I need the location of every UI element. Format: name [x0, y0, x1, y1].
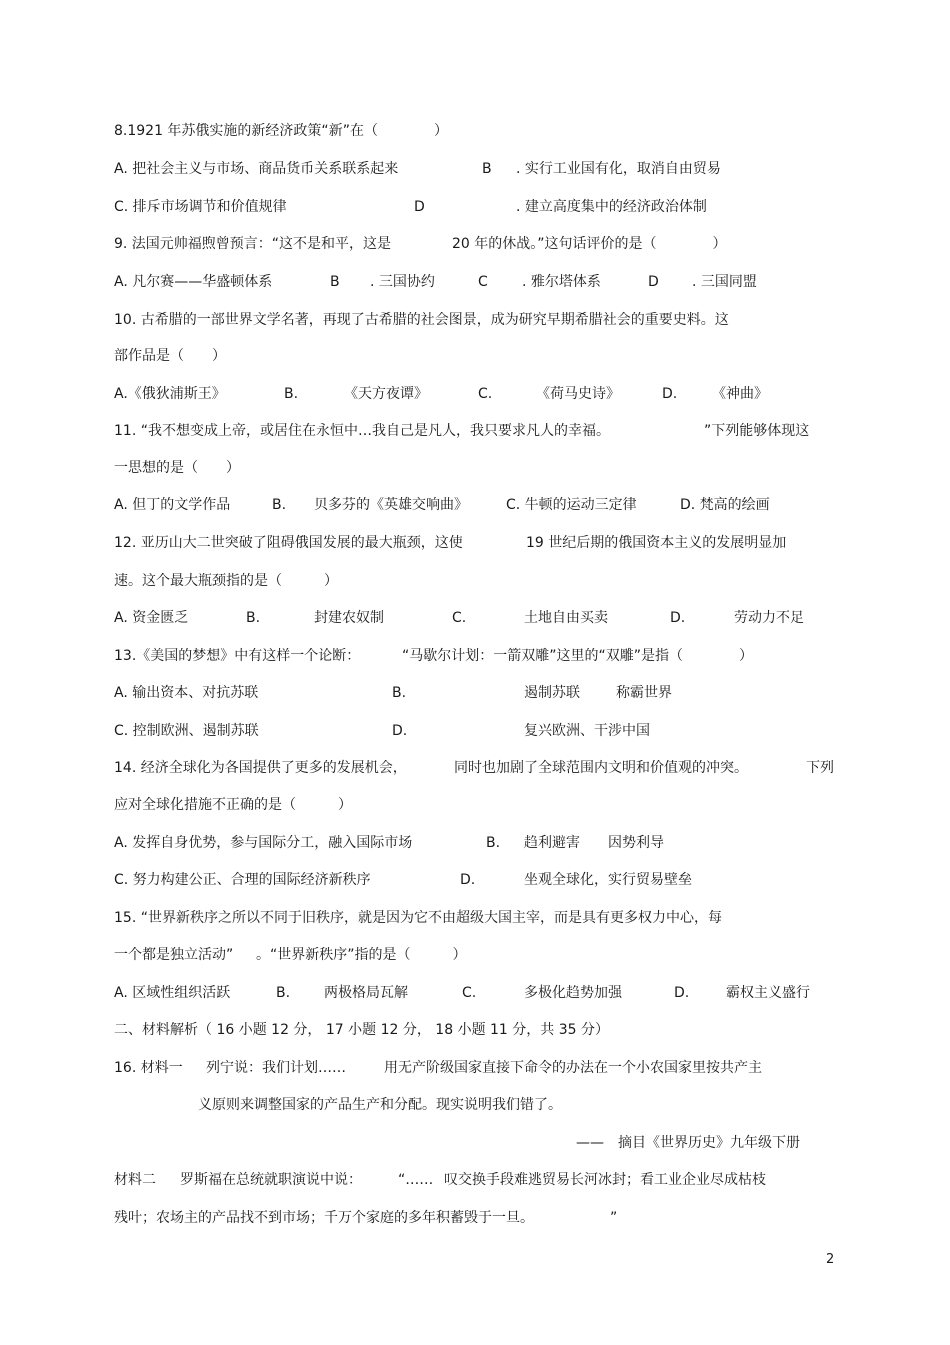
text-segment: . 实行工业国有化，取消自由贸易 — [516, 161, 721, 177]
text-segment: 14. 经济全球化为各国提供了更多的发展机会， — [114, 760, 407, 776]
text-line-q8-ab — [0, 158, 950, 180]
text-segment: “马歇尔计划：一箭双雕”这里的“双雕”是指（ ） — [402, 648, 754, 664]
text-segment: . 三国协约 — [370, 274, 435, 290]
text-line-q9-opts — [0, 271, 950, 293]
text-segment: D. — [460, 872, 476, 888]
text-segment: 坐观全球化，实行贸易壁垒 — [524, 872, 692, 888]
text-segment: 称霸世界 — [616, 685, 672, 701]
text-segment: . 雅尔塔体系 — [522, 274, 601, 290]
text-segment: B. — [284, 386, 299, 402]
text-segment: 材料二 — [114, 1172, 156, 1188]
text-segment: 10. 古希腊的一部世界文学名著，再现了古希腊的社会图景，成为研究早期希腊社会的重要史料。这 — [114, 312, 729, 328]
text-segment: D. 梵高的绘画 — [680, 497, 770, 513]
text-line-q12 — [0, 532, 950, 554]
text-segment: 速。这个最大瓶颈指的是（ ） — [114, 573, 338, 589]
text-line-q14-ab — [0, 832, 950, 854]
text-segment: B — [482, 161, 492, 177]
text-segment: A. 但丁的文学作品 — [114, 497, 231, 513]
text-line-q10-opts — [0, 383, 950, 405]
text-line-q11-opts — [0, 494, 950, 516]
text-segment: D. — [392, 723, 408, 739]
text-segment: 封建农奴制 — [314, 610, 384, 626]
text-segment: 11. “我不想变成上帝，或居住在永恒中…我自己是凡人，我只要求凡人的幸福。 — [114, 423, 610, 439]
text-segment: C — [478, 274, 488, 290]
text-segment: A. 把社会主义与市场、商品货币关系联系起来 — [114, 161, 399, 177]
text-line-q13-cd — [0, 720, 950, 742]
text-segment: A. 凡尔赛——华盛顿体系 — [114, 274, 273, 290]
text-segment: 趋利避害 — [524, 835, 580, 851]
text-line-q13 — [0, 645, 950, 667]
text-segment: . 建立高度集中的经济政治体制 — [516, 199, 707, 215]
text-segment: A. 资金匮乏 — [114, 610, 189, 626]
text-segment: 列宁说：我们计划…… — [206, 1060, 346, 1076]
text-line-q14-cd — [0, 869, 950, 891]
text-segment: C. — [452, 610, 467, 626]
text-line-q9 — [0, 233, 950, 255]
text-segment: 义原则来调整国家的产品生产和分配。现实说明我们错了。 — [198, 1097, 562, 1113]
text-segment: A. 发挥自身优势，参与国际分工，融入国际市场 — [114, 835, 413, 851]
text-line-q16-src — [0, 1132, 950, 1154]
text-segment: 遏制苏联 — [524, 685, 580, 701]
text-line-q15-opts — [0, 982, 950, 1004]
text-segment: B. — [272, 497, 287, 513]
text-segment: A.《俄狄浦斯王》 — [114, 386, 226, 402]
page-number: 2 — [826, 1252, 835, 1267]
text-segment: 两极格局瓦解 — [324, 985, 408, 1001]
text-segment: D. — [670, 610, 686, 626]
text-segment: 9. 法国元帅福煦曾预言：“这不是和平，这是 — [114, 236, 392, 252]
text-segment: 用无产阶级国家直接下命令的办法在一个小农国家里按共产主 — [384, 1060, 762, 1076]
text-segment: 叹交换手段难逃贸易长河冰封；看工业企业尽成枯枝 — [444, 1172, 766, 1188]
text-segment: D — [648, 274, 659, 290]
text-segment: A. 输出资本、对抗苏联 — [114, 685, 259, 701]
text-segment: 19 世纪后期的俄国资本主义的发展明显加 — [526, 535, 787, 551]
text-line-q14-b — [0, 794, 950, 816]
text-segment: 霸权主义盛行 — [726, 985, 810, 1001]
text-segment: 多极化趋势加强 — [524, 985, 622, 1001]
text-segment: B. — [276, 985, 291, 1001]
text-line-q16 — [0, 1057, 950, 1079]
text-segment: 下列 — [806, 760, 834, 776]
text-segment: 15. “世界新秩序之所以不同于旧秩序，就是因为它不由超级大国主宰，而是具有更多权力中心，每 — [114, 910, 722, 926]
text-line-q12-b — [0, 570, 950, 592]
text-line-q13-ab — [0, 682, 950, 704]
text-line-q10 — [0, 309, 950, 331]
text-line-q14 — [0, 757, 950, 779]
text-segment: C. 牛顿的运动三定律 — [506, 497, 637, 513]
text-line-q12-opts — [0, 607, 950, 629]
text-segment: 罗斯福在总统就职演说中说： — [180, 1172, 362, 1188]
text-line-q16-m2 — [0, 1169, 950, 1191]
text-segment: 一个都是独立活动” — [114, 947, 234, 963]
text-segment: 。“世界新秩序”指的是（ ） — [256, 947, 467, 963]
text-segment: C. 控制欧洲、遏制苏联 — [114, 723, 259, 739]
text-line-q10-b — [0, 345, 950, 367]
text-segment: 部作品是（ ） — [114, 348, 226, 364]
text-segment: 8.1921 年苏俄实施的新经济政策“新”在（ ） — [114, 123, 448, 139]
text-segment: 应对全球化措施不正确的是（ ） — [114, 797, 352, 813]
text-segment: A. 区域性组织活跃 — [114, 985, 231, 1001]
text-segment: C. 排斥市场调节和价值规律 — [114, 199, 287, 215]
text-segment: 土地自由买卖 — [524, 610, 608, 626]
text-segment: 《荷马史诗》 — [536, 386, 620, 402]
text-line-q11 — [0, 420, 950, 442]
text-line-sec2 — [0, 1019, 950, 1041]
text-segment: 二、材料解析（ 16 小题 12 分， 17 小题 12 分， 18 小题 11 分，共 35 分） — [114, 1022, 610, 1038]
text-segment: . 三国同盟 — [692, 274, 757, 290]
text-segment: 《神曲》 — [712, 386, 768, 402]
text-segment: 劳动力不足 — [734, 610, 804, 626]
text-segment: ”下列能够体现这 — [704, 423, 810, 439]
text-segment: D — [414, 199, 425, 215]
text-segment: B. — [246, 610, 261, 626]
text-segment: 13.《美国的梦想》中有这样一个论断： — [114, 648, 361, 664]
text-segment: ” — [610, 1210, 618, 1226]
text-segment: 一思想的是（ ） — [114, 460, 240, 476]
text-segment: D. — [674, 985, 690, 1001]
text-line-q11-b — [0, 457, 950, 479]
text-segment: 《天方夜谭》 — [344, 386, 428, 402]
text-segment: B. — [392, 685, 407, 701]
text-segment: 20 年的休战。”这句话评价的是（ ） — [452, 236, 727, 252]
text-line-q8 — [0, 120, 950, 142]
text-segment: B. — [486, 835, 501, 851]
text-segment: 同时也加剧了全球范围内文明和价值观的冲突。 — [454, 760, 748, 776]
text-line-q8-cd — [0, 196, 950, 218]
text-segment: —— 摘目《世界历史》九年级下册 — [576, 1135, 800, 1151]
text-segment: 16. 材料一 — [114, 1060, 183, 1076]
text-segment: B — [330, 274, 340, 290]
text-segment: D. — [662, 386, 678, 402]
text-segment: C. 努力构建公正、合理的国际经济新秩序 — [114, 872, 371, 888]
text-segment: C. — [478, 386, 493, 402]
text-line-q15 — [0, 907, 950, 929]
text-segment: 因势利导 — [608, 835, 664, 851]
text-line-q16-b — [0, 1094, 950, 1116]
text-segment: 残叶；农场主的产品找不到市场；千万个家庭的多年积蓄毁于一旦。 — [114, 1210, 534, 1226]
text-segment: 12. 亚历山大二世突破了阻碍俄国发展的最大瓶颈，这使 — [114, 535, 463, 551]
text-segment: “…… — [398, 1172, 434, 1188]
text-segment: C. — [462, 985, 477, 1001]
text-segment: 贝多芬的《英雄交响曲》 — [314, 497, 468, 513]
text-segment: 复兴欧洲、干涉中国 — [524, 723, 650, 739]
text-line-q16-m2b — [0, 1207, 950, 1229]
text-line-q15-b — [0, 944, 950, 966]
